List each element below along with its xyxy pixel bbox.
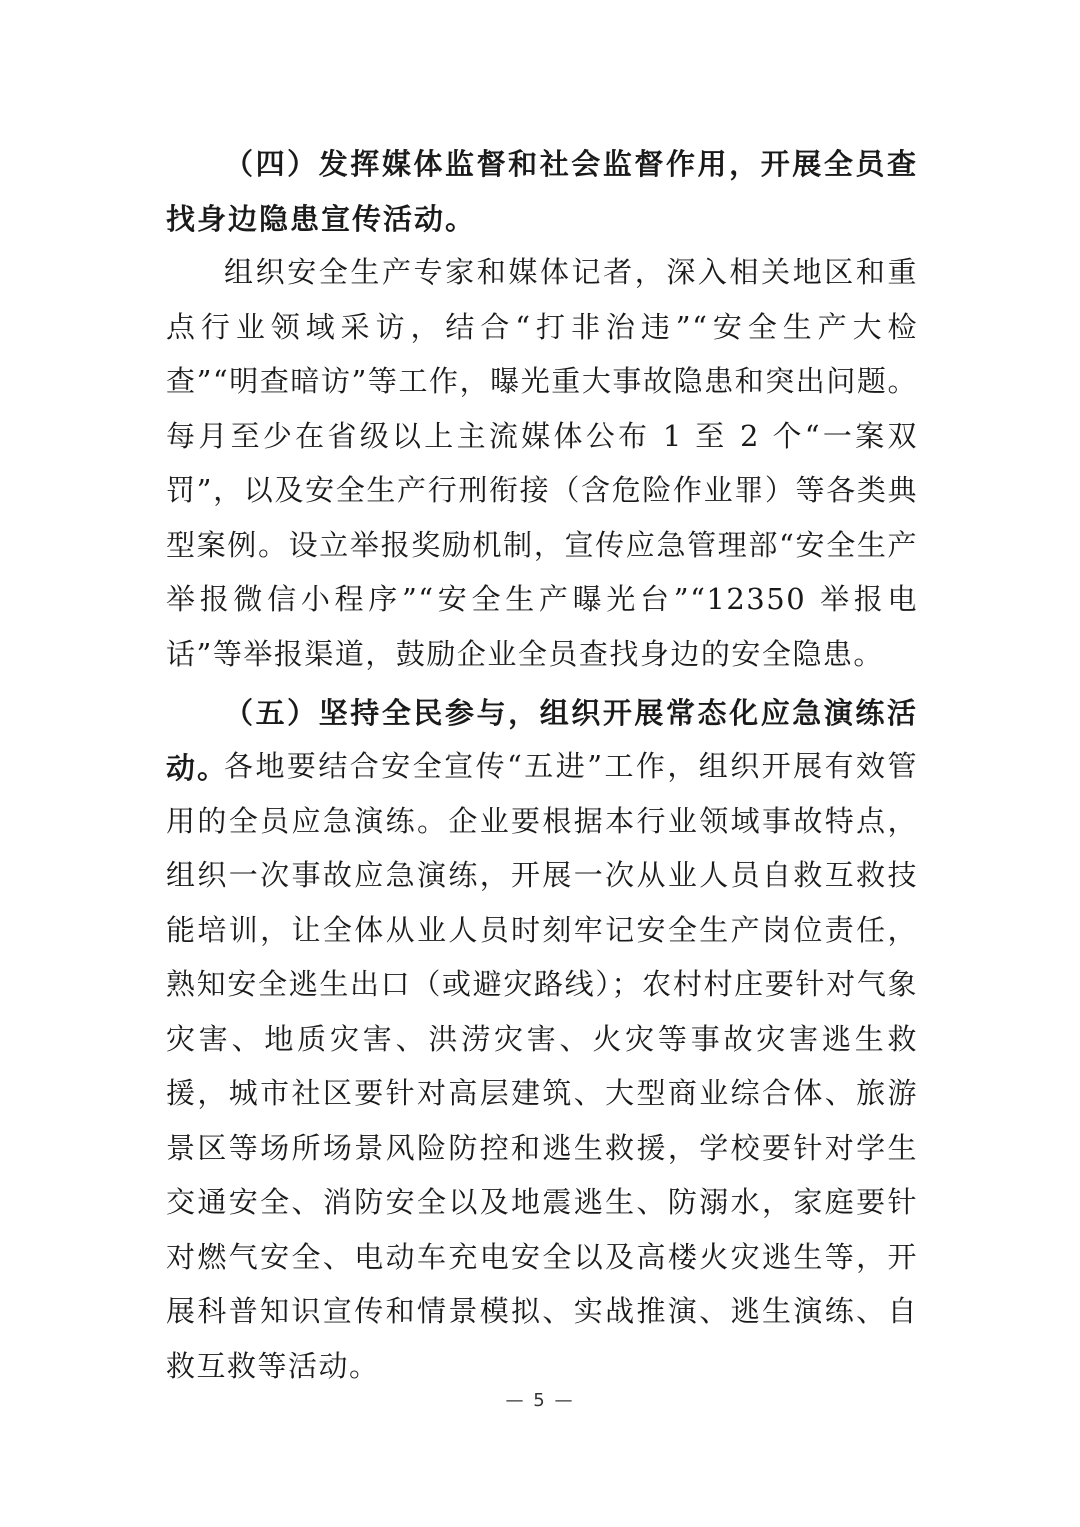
section-four-heading: （四）发挥媒体监督和社会监督作用，开展全员查找身边隐患宣传活动。 bbox=[166, 147, 918, 236]
section-five-paragraph: 各地要结合安全宣传“五进”工作，组织开展有效管用的全员应急演练。企业要根据本行业领域事故特点，组织一次事故应急演练，开展一次从业人员自救互救技能培训，让全体从业人员时刻牢记安全生产岗位责任，熟知安全逃生出口（或避灾路线）；农村村庄要针对气象灾害、地质灾害、洪涝灾害、火灾等事故灾害逃生救援，城市社区要针对高层建筑、大型商业综合体、旅游景区等场所场景风险防控和逃生救援，学校要针对学生交通安全、消防安全以及地震逃生、防溺水，家庭要针对燃气安全、电动车充电安全以及高楼火灾逃生等，开展科普知识宣传和情景模拟、实战推演、逃生演练、自救互救等活动。 bbox=[166, 749, 918, 1383]
page-number: — 5 — bbox=[505, 1390, 575, 1411]
section-four-paragraph: 组织安全生产专家和媒体记者，深入相关地区和重点行业领域采访，结合“打非治违”“安全生产大检查”“明查暗访”等工作，曝光重大事故隐患和突出问题。每月至少在省级以上主流媒体公布 1 至 2 个“一案双罚”，以及安全生产行刑衔接（含危险作业罪）等各类典型案例。设立举报奖励机制，宣传应急管理部“安全生产举报微信小程序”“安全生产曝光台”“12350 举报电话”等举报渠道，鼓励企业全员查找身边的安全隐患。 bbox=[166, 255, 918, 671]
section-five-heading: （五）坚持全民参与，组织开展常态化应急演练活动。 bbox=[166, 696, 918, 785]
